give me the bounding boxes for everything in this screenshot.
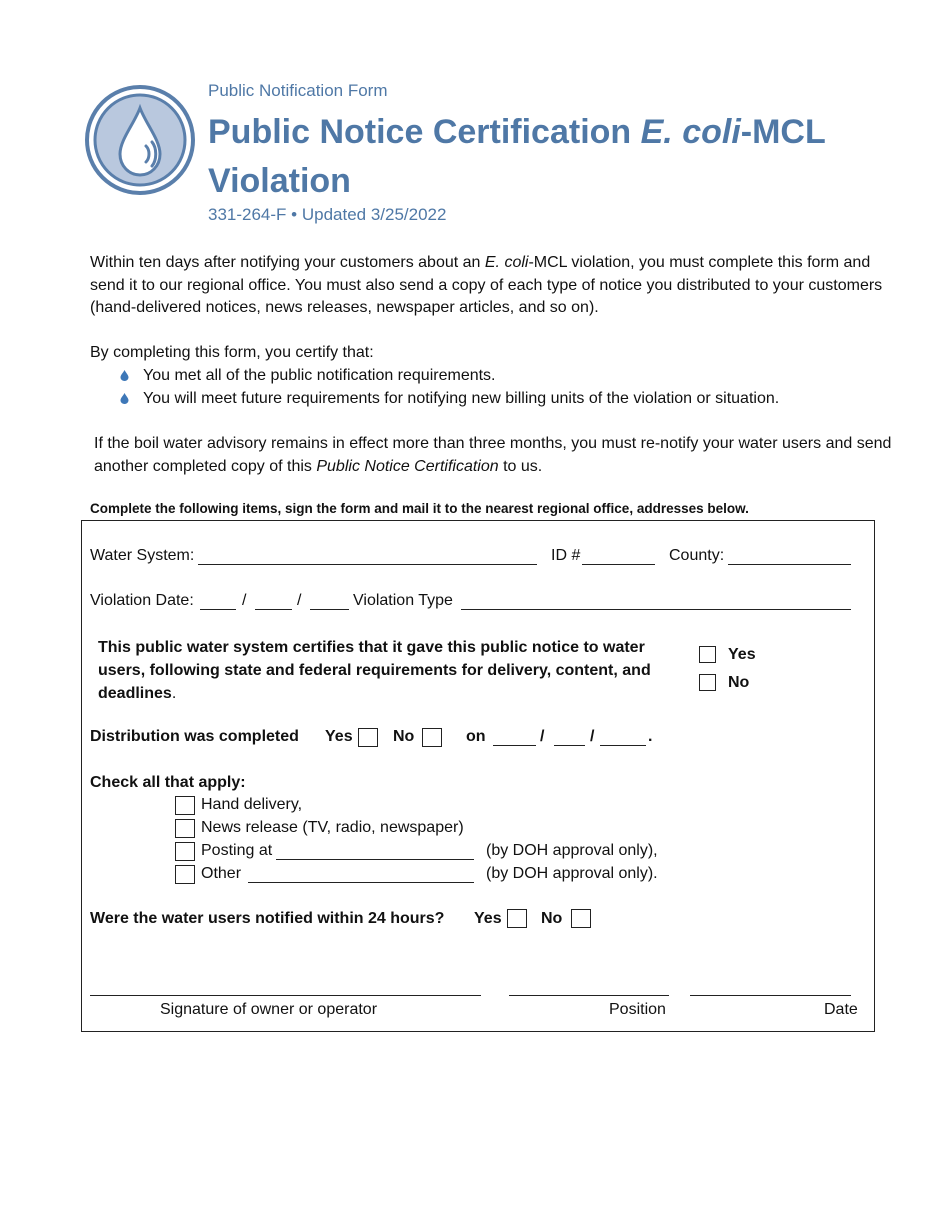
notified-yes-checkbox[interactable] bbox=[507, 909, 527, 928]
form-instructions: Complete the following items, sign the form and mail it to the nearest regional office, addresses below. bbox=[90, 501, 749, 516]
other-label: Other bbox=[201, 865, 242, 882]
intro-paragraph: Within ten days after notifying your customers about an E. coli-MCL violation, you must complete this form and send it to our regional office. You must also send a copy of each type of notice you distributed to your customers (hand-delivered notices, news releases, newspaper articles, and so on). bbox=[90, 254, 883, 316]
list-item: You met all of the public notification requirements. bbox=[120, 364, 779, 387]
signature-field[interactable] bbox=[90, 995, 481, 996]
certify-list bbox=[120, 364, 779, 410]
distribution-yes-checkbox[interactable] bbox=[358, 728, 378, 747]
form-id: 331-264-F • Updated 3/25/2022 bbox=[208, 205, 447, 224]
county-label: County: bbox=[669, 547, 725, 564]
date-label: Date bbox=[824, 1001, 858, 1018]
distribution-no-label: No bbox=[393, 728, 415, 745]
notified-no-label: No bbox=[541, 910, 563, 927]
id-field[interactable] bbox=[582, 564, 655, 565]
county-field[interactable] bbox=[728, 564, 851, 565]
water-drop-bullet-icon bbox=[120, 370, 129, 381]
renotify-paragraph: If the boil water advisory remains in effect more than three months, you must re-notify your water users and send another completed copy of this Public Notice Certification to us. bbox=[94, 435, 892, 475]
water-drop-bullet-icon bbox=[120, 393, 129, 404]
violation-day-field[interactable] bbox=[255, 609, 292, 610]
violation-type-label: Violation Type bbox=[353, 592, 453, 609]
position-label: Position bbox=[609, 1001, 666, 1018]
date-slash: / bbox=[242, 592, 247, 609]
position-field[interactable] bbox=[509, 995, 669, 996]
water-system-field[interactable] bbox=[198, 564, 537, 565]
distribution-no-checkbox[interactable] bbox=[422, 728, 442, 747]
certify-statement: This public water system certifies that it gave this public notice to water users, following state and federal requirements for delivery, content, and deadlines. bbox=[98, 639, 651, 702]
distribution-label: Distribution was completed bbox=[90, 728, 299, 745]
posting-checkbox[interactable] bbox=[175, 842, 195, 861]
water-drop-logo-icon bbox=[84, 84, 196, 196]
list-item: You will meet future requirements for notifying new billing units of the violation or situation. bbox=[120, 387, 779, 410]
violation-date-label: Violation Date: bbox=[90, 592, 194, 609]
violation-year-field[interactable] bbox=[310, 609, 349, 610]
date-slash: / bbox=[297, 592, 302, 609]
date-slash: / bbox=[590, 728, 595, 745]
news-release-checkbox[interactable] bbox=[175, 819, 195, 838]
page-title: Public Notice Certification E. coli-MCL Violation bbox=[208, 113, 826, 200]
other-checkbox[interactable] bbox=[175, 865, 195, 884]
doh-note-posting: (by DOH approval only), bbox=[486, 842, 658, 859]
period: . bbox=[648, 728, 653, 745]
water-system-label: Water System: bbox=[90, 547, 195, 564]
date-field[interactable] bbox=[690, 995, 851, 996]
id-label: ID # bbox=[551, 547, 581, 564]
posting-location-field[interactable] bbox=[276, 859, 474, 860]
distribution-month-field[interactable] bbox=[493, 745, 536, 746]
distribution-on-label: on bbox=[466, 728, 486, 745]
doh-note-other: (by DOH approval only). bbox=[486, 865, 658, 882]
certify-yes-checkbox[interactable] bbox=[699, 646, 716, 663]
hand-delivery-label: Hand delivery, bbox=[201, 796, 303, 813]
form-kicker: Public Notification Form bbox=[208, 81, 388, 100]
violation-month-field[interactable] bbox=[200, 609, 236, 610]
date-slash: / bbox=[540, 728, 545, 745]
certify-intro: By completing this form, you certify that: bbox=[90, 344, 374, 361]
hand-delivery-checkbox[interactable] bbox=[175, 796, 195, 815]
violation-type-field[interactable] bbox=[461, 609, 851, 610]
other-field[interactable] bbox=[248, 882, 474, 883]
signature-label: Signature of owner or operator bbox=[160, 1001, 378, 1018]
posting-label: Posting at bbox=[201, 842, 273, 859]
distribution-day-field[interactable] bbox=[554, 745, 585, 746]
notified-label: Were the water users notified within 24 hours? bbox=[90, 910, 445, 927]
certify-no-checkbox[interactable] bbox=[699, 674, 716, 691]
distribution-yes-label: Yes bbox=[325, 728, 353, 745]
notified-no-checkbox[interactable] bbox=[571, 909, 591, 928]
distribution-year-field[interactable] bbox=[600, 745, 646, 746]
news-release-label: News release (TV, radio, newspaper) bbox=[201, 819, 464, 836]
notified-yes-label: Yes bbox=[474, 910, 502, 927]
certify-no-label: No bbox=[728, 674, 750, 691]
certify-yes-label: Yes bbox=[728, 646, 756, 663]
check-all-label: Check all that apply: bbox=[90, 774, 246, 791]
